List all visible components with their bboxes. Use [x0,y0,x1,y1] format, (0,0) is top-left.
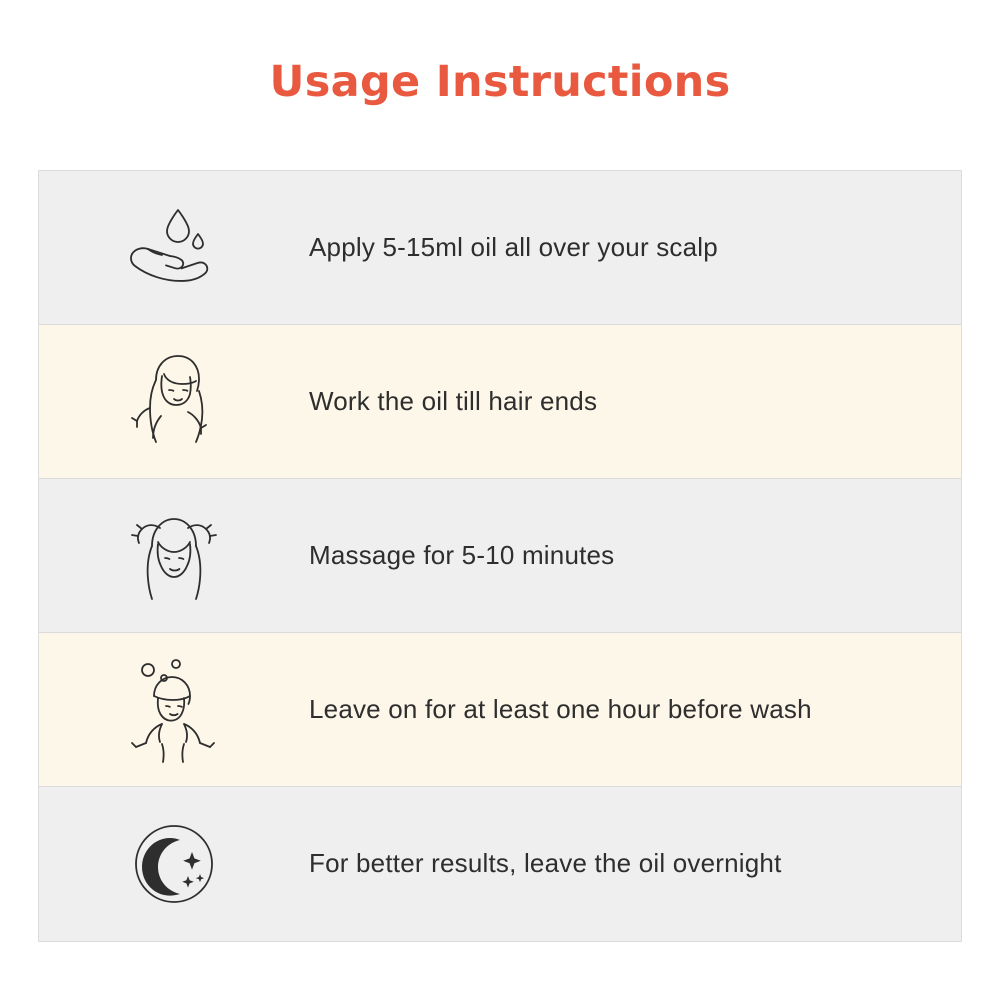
woman-applying-oil-to-hair-ends-icon [120,346,228,458]
crescent-moon-stars-overnight-icon [124,814,224,914]
step-icon-cell [39,633,309,786]
step-icon-cell [39,171,309,324]
step-text: For better results, leave the oil overnight [309,848,782,879]
step-icon-cell [39,325,309,478]
table-row [39,479,961,633]
woman-scalp-massage-icon [118,502,230,610]
step-text: Work the oil till hair ends [309,385,598,416]
person-with-shower-cap-waiting-icon [118,654,230,766]
oil-drop-on-palm-icon [120,198,228,298]
table-row [39,787,961,941]
step-text: Leave on for at least one hour before wash [309,693,812,724]
step-text: Apply 5-15ml oil all over your scalp [309,231,718,262]
table-row [39,633,961,787]
page-title: Usage Instructions [269,57,731,107]
step-icon-cell [39,787,309,941]
step-text: Massage for 5-10 minutes [309,539,615,570]
step-icon-cell [39,479,309,632]
table-row [39,325,961,479]
table-row [39,171,961,325]
usage-steps-table [38,170,962,942]
